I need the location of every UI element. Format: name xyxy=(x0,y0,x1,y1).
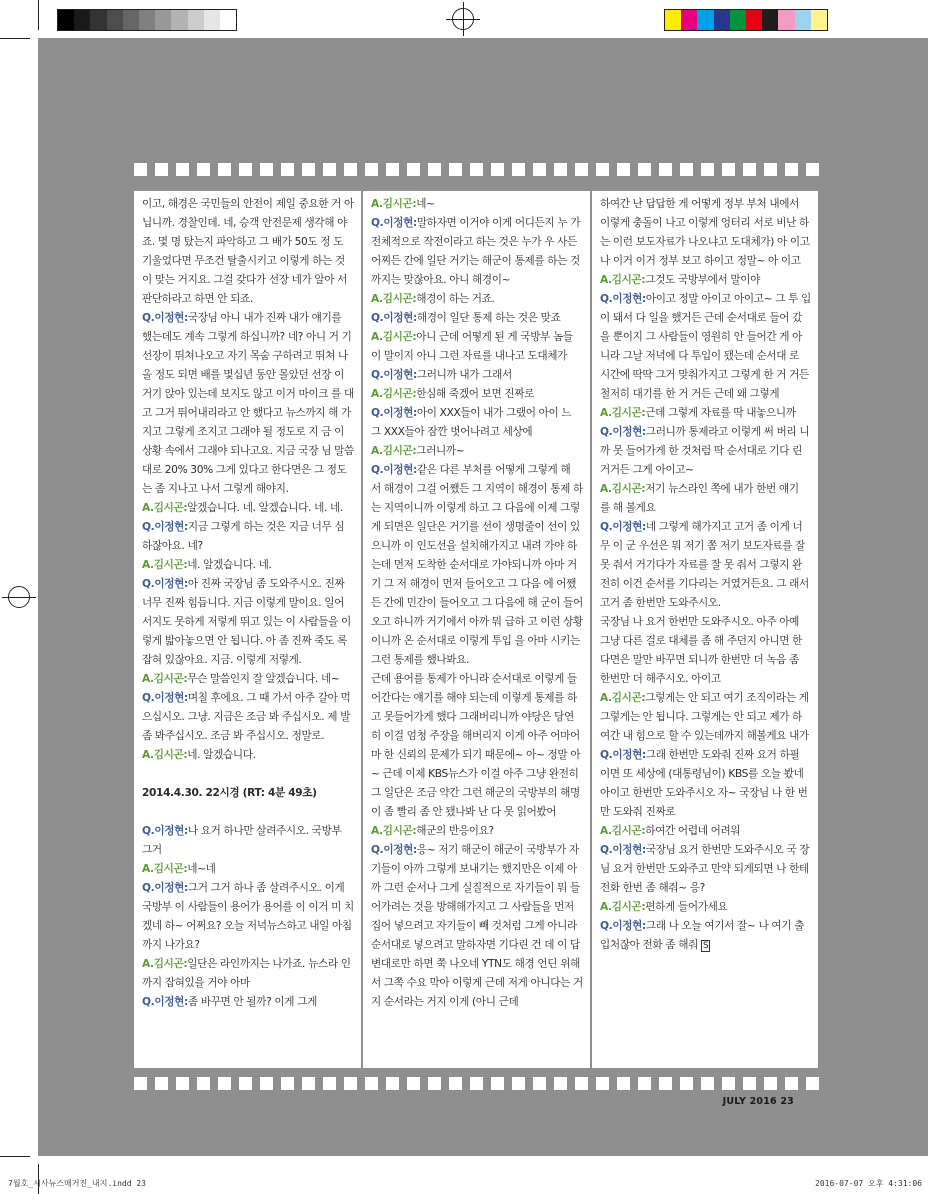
paragraph-text: 좀 바꾸면 안 될까? 이게 그게 xyxy=(187,996,317,1008)
strip-square xyxy=(638,1077,651,1090)
strip-square xyxy=(365,1077,378,1090)
transcript-paragraph xyxy=(371,461,583,670)
transcript-paragraph xyxy=(142,955,354,993)
transcript-paragraph xyxy=(142,556,354,575)
paragraph-text: 며칠 후에요. 그 때 가서 아주 갈아 먹으십시오. 그냥. 지금은 조금 봐 주십시오. 제 발 좀 봐주십시오. 조금 봐 주십시오. 정말로. xyxy=(142,692,351,742)
strip-square xyxy=(512,1077,525,1090)
speaker-label-a: A.김시곤: xyxy=(142,559,188,571)
strip-square xyxy=(323,163,336,176)
transcript-paragraph xyxy=(600,898,811,917)
speaker-label-q: Q.이정현: xyxy=(142,882,188,894)
speaker-label-q: Q.이정현: xyxy=(371,464,417,476)
transcript-paragraph xyxy=(600,613,811,689)
transcript-paragraph xyxy=(600,917,811,955)
color-swatch xyxy=(714,10,730,30)
strip-square xyxy=(407,163,420,176)
strip-square xyxy=(596,1077,609,1090)
speaker-label-q: Q.이정현: xyxy=(142,996,188,1008)
paragraph-text: 한심해 죽겠어 보면 진짜로 xyxy=(416,388,535,400)
transcript-paragraph xyxy=(371,328,583,366)
paragraph-text: 편하게 들어가세요 xyxy=(645,901,728,913)
strip-square xyxy=(260,1077,273,1090)
strip-square xyxy=(491,163,504,176)
paragraph-text: 하여간 어렵네 어려워 xyxy=(645,825,741,837)
transcript-paragraph xyxy=(371,309,583,328)
paragraph-text: 나 요거 하나만 살려주시오. 국방부 그거 xyxy=(142,825,342,856)
end-mark-icon: S xyxy=(703,941,709,951)
paragraph-text: 국장님 아니 내가 진짜 내가 얘기를 했는데도 계속 그렇게 하십니까? 네? 아니 거 기 선장이 뛰쳐나오고 자기 목숨 구하려고 뛰쳐 나올 정도 되면 배를 몇십년 동안 몰았던 선장 이 거기 앉아 있는데 보지도 않고 이거 마이크 를 대고 그거 뛰어내리라고 안 했다고 뉴스까지 해 가지고 그렇게 조지고 그래야 될 정도로 지 금 이 상황 속에서 그래야 되나고요. 지금 국장 님 말씀대로 20% 30% 그게 있다고 한다면은 그 정도는 좀 지나고 나서 그렇게 해야지. xyxy=(142,312,354,495)
strip-square xyxy=(596,163,609,176)
speaker-label-q: Q.이정현: xyxy=(600,920,646,932)
strip-square xyxy=(701,163,714,176)
speaker-label-a: A.김시곤: xyxy=(142,673,188,685)
paragraph-text: 그거 그거 하나 좀 살려주시오. 이게 국방부 이 사람들이 용어가 용어를 이 이거 미 치겠네 하~ 어쩌요? 오늘 저녁뉴스하고 내일 아침까지 나가요? xyxy=(142,882,354,951)
color-swatch xyxy=(697,10,713,30)
speaker-label-q: Q.이정현: xyxy=(600,521,646,533)
spacer xyxy=(142,765,354,784)
strip-square xyxy=(764,163,777,176)
strip-square xyxy=(197,1077,210,1090)
paragraph-text: 같은 다른 부처를 어떻게 그렇게 해 서 해경이 그걸 어쨌든 그 지역이 해경이 통제 하는 지역이니까 이렇게 하고 그 다음에 이제 그렇게 되면은 일단은 거기를 선이 생명줄이 선이 있으니까 이 인도선을 설치해가지고 내려 가야 하는데 먼저 도착한 순서대로 가야되니까 아마 거기 그 저 해경이 먼저 들어오고 그 다음 에 어쨌든 간에 민간이 들어오고 그 다음에 해 군이 들어오고 하니까 거기에서 아까 뭐 급하 고 이런 상황이니까 온 순서대로 이렇게 투입 을 아마 시키는 그런 통제를 했나봐요. xyxy=(371,464,583,666)
gray-swatch xyxy=(123,10,139,30)
transcript-paragraph xyxy=(142,993,354,1012)
speaker-label-a: A.김시곤: xyxy=(371,445,417,457)
strip-square xyxy=(743,163,756,176)
crop-mark xyxy=(38,0,39,30)
strip-square xyxy=(449,1077,462,1090)
strip-square xyxy=(659,1077,672,1090)
speaker-label-a: A.김시곤: xyxy=(600,901,646,913)
film-strip-top xyxy=(134,163,827,176)
paragraph-text: 근데 용어를 통제가 아니라 순서대로 이렇게 들 어간다는 얘기를 해야 되는데 이렇게 통제를 하 고 못들어가게 했다 그래버리니까 야당은 당연히 이걸 엄청 주장을 해버리지 이게 아주 어마어마 한 신뢰의 문제가 되기 때문에~ 아~ 정말 아~ 근데 이제 KBS뉴스가 이걸 아주 그냥 완전히 그 일단은 조금 약간 그런 해군의 국방부의 해명이 좀 빨리 좀 안 됐나봐 난 다 못 읽어봤어 xyxy=(371,673,581,818)
strip-square xyxy=(575,163,588,176)
transcript-paragraph xyxy=(600,195,811,271)
strip-square xyxy=(344,163,357,176)
speaker-label-a: A.김시곤: xyxy=(371,331,417,343)
paragraph-text: 지금 그렇게 하는 것은 지금 너무 심 하잖아요. 네? xyxy=(142,521,345,552)
text-column-3 xyxy=(592,191,818,1068)
speaker-label-q: Q.이정현: xyxy=(142,312,188,324)
speaker-label-a: A.김시곤: xyxy=(142,749,188,761)
transcript-paragraph xyxy=(600,841,811,898)
strip-square xyxy=(449,163,462,176)
paragraph-text: 일단은 라인까지는 나가죠. 뉴스라 인까지 잡혀있을 거야 아마 xyxy=(142,958,351,989)
transcript-paragraph xyxy=(142,518,354,556)
strip-square xyxy=(806,163,819,176)
transcript-paragraph xyxy=(371,290,583,309)
strip-square xyxy=(806,1077,819,1090)
registration-cross-top-h xyxy=(446,19,480,20)
speaker-label-q: Q.이정현: xyxy=(371,369,417,381)
transcript-paragraph xyxy=(142,860,354,879)
transcript-paragraph xyxy=(142,746,354,765)
speaker-label-a: A.김시곤: xyxy=(371,198,417,210)
paragraph-text: 그래 나 오늘 여기서 잘~ 나 여기 출입처잖아 전화 좀 해줘 xyxy=(600,920,805,951)
speaker-label-q: Q.이정현: xyxy=(600,293,646,305)
transcript-paragraph xyxy=(371,822,583,841)
paragraph-text: 그러니까 내가 그래서 xyxy=(416,369,512,381)
paragraph-text: 응~ 저기 해군이 해군이 국방부가 자기들이 아까 그렇게 보내기는 했지만은 이제 아까 그런 순서나 그게 실질적으로 자기들이 뭐 들어가려는 것을 방해해가지고 그 사람들을 먼저 집어 넣으려고 자기들이 빼 것처럼 그게 아니라 순서대로 넣으려고 말하자면 기다린 건 데 이 답변대로만 하면 쭉 나오네 YTN도 해경 언딘 위해서 그쪽 수요 막아 이렇게 근데 저게 아니다는 거지 순서라는 거지 이게 (아니 근데 xyxy=(371,844,583,1008)
transcript-paragraph xyxy=(142,689,354,746)
paragraph-text: 아이고 정말 아이고 아이고~ 그 투 입이 돼서 다 일을 했거든 근데 순서대로 들어 갔을 뿐이지 그 사람들이 영원히 안 들어간 게 아니라 그날 저녁에 다 투입이 됐는데 순서대 로 시간에 딱딱 그거 맞춰가지고 그렇게 한 거 거든 철저히 대기를 한 거 거든 근데 왜 그렇게 xyxy=(600,293,811,400)
speaker-label-q: Q.이정현: xyxy=(371,312,417,324)
strip-square xyxy=(533,1077,546,1090)
speaker-label-q: Q.이정현: xyxy=(600,749,646,761)
strip-square xyxy=(197,163,210,176)
transcript-paragraph xyxy=(600,271,811,290)
strip-square xyxy=(281,1077,294,1090)
paragraph-text: 그러니까~ xyxy=(416,445,465,457)
strip-square xyxy=(722,163,735,176)
color-swatch xyxy=(681,10,697,30)
strip-square xyxy=(281,163,294,176)
speaker-label-a: A.김시곤: xyxy=(371,293,417,305)
speaker-label-a: A.김시곤: xyxy=(371,388,417,400)
strip-square xyxy=(218,1077,231,1090)
speaker-label-a: A.김시곤: xyxy=(600,483,646,495)
color-swatch xyxy=(730,10,746,30)
strip-square xyxy=(386,1077,399,1090)
speaker-label-a: A.김시곤: xyxy=(371,825,417,837)
strip-square xyxy=(176,1077,189,1090)
strip-square xyxy=(554,1077,567,1090)
strip-square xyxy=(407,1077,420,1090)
transcript-paragraph xyxy=(142,499,354,518)
strip-square xyxy=(386,163,399,176)
transcript-paragraph xyxy=(600,822,811,841)
paragraph-text: 네~ xyxy=(416,198,435,210)
strip-square xyxy=(680,1077,693,1090)
paragraph-text: 그래 한번만 도와줘 진짜 요거 하필 이면 또 세상에 (대통령님이) KBS를 오늘 봤네 아이고 한번만 도와주시오 자~ 국장님 나 한 번만 도와줘 진짜로 xyxy=(600,749,808,818)
paragraph-text: 네. 알겠습니다. 네. xyxy=(187,559,272,571)
registration-cross-left-h xyxy=(2,597,36,598)
transcript-paragraph xyxy=(600,404,811,423)
strip-square xyxy=(365,163,378,176)
paragraph-text: 말하자면 이거야 이게 어디든지 누 가 전체적으로 작전이라고 하는 것은 누가 우 사든 어찌든 간에 일단 거기는 해군이 통제를 하는 것까지는 맞잖아요. 아니 해경이~ xyxy=(371,217,581,286)
transcript-paragraph xyxy=(142,879,354,955)
paragraph-text: 해경이 하는 거죠. xyxy=(416,293,495,305)
paragraph-text: 해경이 일단 통제 하는 것은 맞죠 xyxy=(416,312,561,324)
paragraph-text: 이고, 해경은 국민들의 안전이 제일 중요한 거 아닙니까. 경찰인데. 네, 승객 안전문제 생각해 야죠. 몇 명 탔는지 파악하고 그 배가 50도 정 도 기울었다면 무조건 탈출시키고 이렇게 하는 것이 맞는 거지요. 그걸 갖다가 선장 네가 알아 서 판단하라고 하면 안 되죠. xyxy=(142,198,354,305)
transcript-paragraph xyxy=(600,746,811,822)
speaker-label-a: A.김시곤: xyxy=(600,692,646,704)
speaker-label-q: Q.이정현: xyxy=(142,692,188,704)
transcript-paragraph xyxy=(371,670,583,822)
paragraph-text: 국장님 나 요거 한번만 도와주시오. 아주 아예 그냥 다른 걸로 대체를 좀 해 주던지 아니면 한다면은 말만 바꾸면 되니까 한번만 더 녹음 좀 한번만 더 해주시오. 아이고 xyxy=(600,616,803,685)
color-swatch xyxy=(778,10,794,30)
paragraph-text: 근데 그렇게 자료를 딱 내놓으니까 xyxy=(645,407,796,419)
strip-square xyxy=(218,163,231,176)
paragraph-text: 네 그렇게 해가지고 고거 좀 이게 너 무 이 군 우선은 뭐 저기 쫌 저기 보도자료를 잘 못 줘서 거기다가 자료를 잘 못 줘서 그렇지 완전히 이건 순서를 기다리는 거였거든요. 그 래서 고거 좀 한번만 도와주시오. xyxy=(600,521,809,609)
strip-square xyxy=(680,163,693,176)
transcript-paragraph xyxy=(600,480,811,518)
strip-square xyxy=(617,1077,630,1090)
gray-swatch xyxy=(90,10,106,30)
transcript-paragraph xyxy=(371,442,583,461)
strip-square xyxy=(323,1077,336,1090)
transcript-paragraph xyxy=(142,575,354,670)
paragraph-text: 네~네 xyxy=(187,863,216,875)
strip-square xyxy=(554,163,567,176)
color-swatch xyxy=(665,10,681,30)
speaker-label-q: Q.이정현: xyxy=(600,844,646,856)
section-heading: 2014.4.30. 22시경 (RT: 4분 49초) xyxy=(142,787,317,799)
paragraph-text: 무슨 말씀인지 잘 알겠습니다. 네~ xyxy=(187,673,340,685)
paragraph-text: 네. 알겠습니다. xyxy=(187,749,256,761)
speaker-label-a: A.김시곤: xyxy=(600,274,646,286)
paragraph-text: 해군의 반응이요? xyxy=(416,825,494,837)
speaker-label-q: Q.이정현: xyxy=(142,521,188,533)
transcript-paragraph xyxy=(371,366,583,385)
strip-square xyxy=(575,1077,588,1090)
strip-square xyxy=(428,1077,441,1090)
print-slug-filename: 7월호_시사뉴스매거진_내지.indd 23 xyxy=(8,1179,146,1188)
transcript-paragraph xyxy=(142,670,354,689)
color-swatch xyxy=(811,10,827,30)
strip-square xyxy=(533,163,546,176)
speaker-label-q: Q.이정현: xyxy=(600,426,646,438)
strip-square xyxy=(638,163,651,176)
crop-mark xyxy=(0,38,30,39)
gray-swatch xyxy=(74,10,90,30)
transcript-paragraph xyxy=(142,309,354,499)
strip-square xyxy=(722,1077,735,1090)
paragraph-text: 그것도 국방부에서 말이야 xyxy=(645,274,761,286)
text-column-1 xyxy=(134,191,361,1068)
speaker-label-q: Q.이정현: xyxy=(371,407,417,419)
transcript-paragraph xyxy=(371,195,583,214)
paragraph-text: 아 진짜 국장님 좀 도와주시오. 진짜 너무 진짜 힘듭니다. 지금 이렇게 말이요. 일어 서지도 못하게 저렇게 뛰고 있는 이 사람들을 이렇게 밟아놓으면 안 됩니다. 아 좀 진짜 죽도 록 잡혀 있잖아요. 지금. 이렇게 저렇게. xyxy=(142,578,351,666)
strip-square xyxy=(470,163,483,176)
strip-square xyxy=(512,163,525,176)
strip-square xyxy=(302,163,315,176)
paragraph-text: 그러니까 통제라고 이렇게 써 버리 니까 못 들어가게 한 것처럼 딱 순서대로 기다 린거거든 그게 아이고~ xyxy=(600,426,810,476)
strip-square xyxy=(701,1077,714,1090)
paragraph-text: 국장님 요거 한번만 도와주시오 국 장님 요거 한번만 도와주고 만약 되게되면 나 한테 전화 한번 좀 해줘~ 응? xyxy=(600,844,810,894)
strip-square xyxy=(239,163,252,176)
strip-square xyxy=(617,163,630,176)
gray-swatch xyxy=(171,10,187,30)
color-swatch xyxy=(762,10,778,30)
transcript-paragraph xyxy=(600,518,811,613)
film-strip-bottom xyxy=(134,1077,827,1090)
gray-swatch xyxy=(58,10,74,30)
speaker-label-a: A.김시곤: xyxy=(600,825,646,837)
strip-square xyxy=(491,1077,504,1090)
transcript-paragraph xyxy=(600,689,811,746)
paragraph-text: 아니 근데 어떻게 된 게 국방부 놈들 이 말이지 아니 그런 자료를 내나고 도대체가 xyxy=(371,331,573,362)
paragraph-text: 그렇게는 안 되고 여기 조직이라는 게 그렇게는 안 됩니다. 그렇게는 안 되고 제가 하여간 내 힘으로 할 수 있는데까지 해볼게요 내가 xyxy=(600,692,809,742)
strip-square xyxy=(134,163,147,176)
speaker-label-q: Q.이정현: xyxy=(371,844,417,856)
strip-square xyxy=(302,1077,315,1090)
paragraph-text: 알겠습니다. 네. 알겠습니다. 네. 네. xyxy=(187,502,343,514)
color-swatch xyxy=(795,10,811,30)
strip-square xyxy=(344,1077,357,1090)
transcript-paragraph xyxy=(142,195,354,309)
strip-square xyxy=(260,163,273,176)
strip-square xyxy=(470,1077,483,1090)
strip-square xyxy=(428,163,441,176)
gray-swatch xyxy=(107,10,123,30)
transcript-paragraph xyxy=(371,385,583,404)
speaker-label-a: A.김시곤: xyxy=(600,407,646,419)
strip-square xyxy=(785,1077,798,1090)
transcript-paragraph xyxy=(142,822,354,860)
speaker-label-a: A.김시곤: xyxy=(142,863,188,875)
strip-square xyxy=(239,1077,252,1090)
gray-swatch xyxy=(220,10,236,30)
strip-square xyxy=(134,1077,147,1090)
strip-square xyxy=(155,1077,168,1090)
speaker-label-q: Q.이정현: xyxy=(142,578,188,590)
grayscale-calibration-bar xyxy=(57,9,237,31)
strip-square xyxy=(155,163,168,176)
text-column-2 xyxy=(363,191,590,1068)
strip-square xyxy=(785,163,798,176)
speaker-label-q: Q.이정현: xyxy=(371,217,417,229)
paragraph-text: 하여간 난 답답한 게 어떻게 정부 부처 내에서 이렇게 충돌이 나고 이렇게 엉터리 서로 비난 하는 이런 보도자료가 나오냐고 도대체가) 아 이고 나 이거 이거 정부 보고 하이고 정말~ 아 이고 xyxy=(600,198,810,267)
paragraph-text: 아이 XXX들이 내가 그랬어 아이 느 그 XXX들아 잠깐 벗어나려고 세상에 xyxy=(371,407,572,438)
crop-mark xyxy=(0,1156,30,1157)
strip-square xyxy=(659,163,672,176)
color-calibration-bar xyxy=(664,9,828,31)
spacer xyxy=(142,803,354,822)
color-swatch xyxy=(746,10,762,30)
gray-swatch xyxy=(155,10,171,30)
transcript-paragraph xyxy=(371,214,583,290)
transcript-paragraph xyxy=(371,841,583,1012)
gray-swatch xyxy=(139,10,155,30)
strip-square xyxy=(764,1077,777,1090)
strip-square xyxy=(743,1077,756,1090)
transcript-paragraph xyxy=(600,423,811,480)
page-folio: JULY 2016 23 xyxy=(722,1096,794,1107)
gray-swatch xyxy=(204,10,220,30)
gray-swatch xyxy=(188,10,204,30)
speaker-label-q: Q.이정현: xyxy=(142,825,188,837)
transcript-paragraph xyxy=(600,290,811,404)
speaker-label-a: A.김시곤: xyxy=(142,502,188,514)
speaker-label-a: A.김시곤: xyxy=(142,958,188,970)
strip-square xyxy=(176,163,189,176)
print-slug-timestamp: 2016-07-07 오후 4:31:06 xyxy=(815,1179,922,1188)
paragraph-text: 저기 뉴스라인 쪽에 내가 한번 얘기 를 해 볼게요 xyxy=(600,483,799,514)
transcript-paragraph xyxy=(371,404,583,442)
